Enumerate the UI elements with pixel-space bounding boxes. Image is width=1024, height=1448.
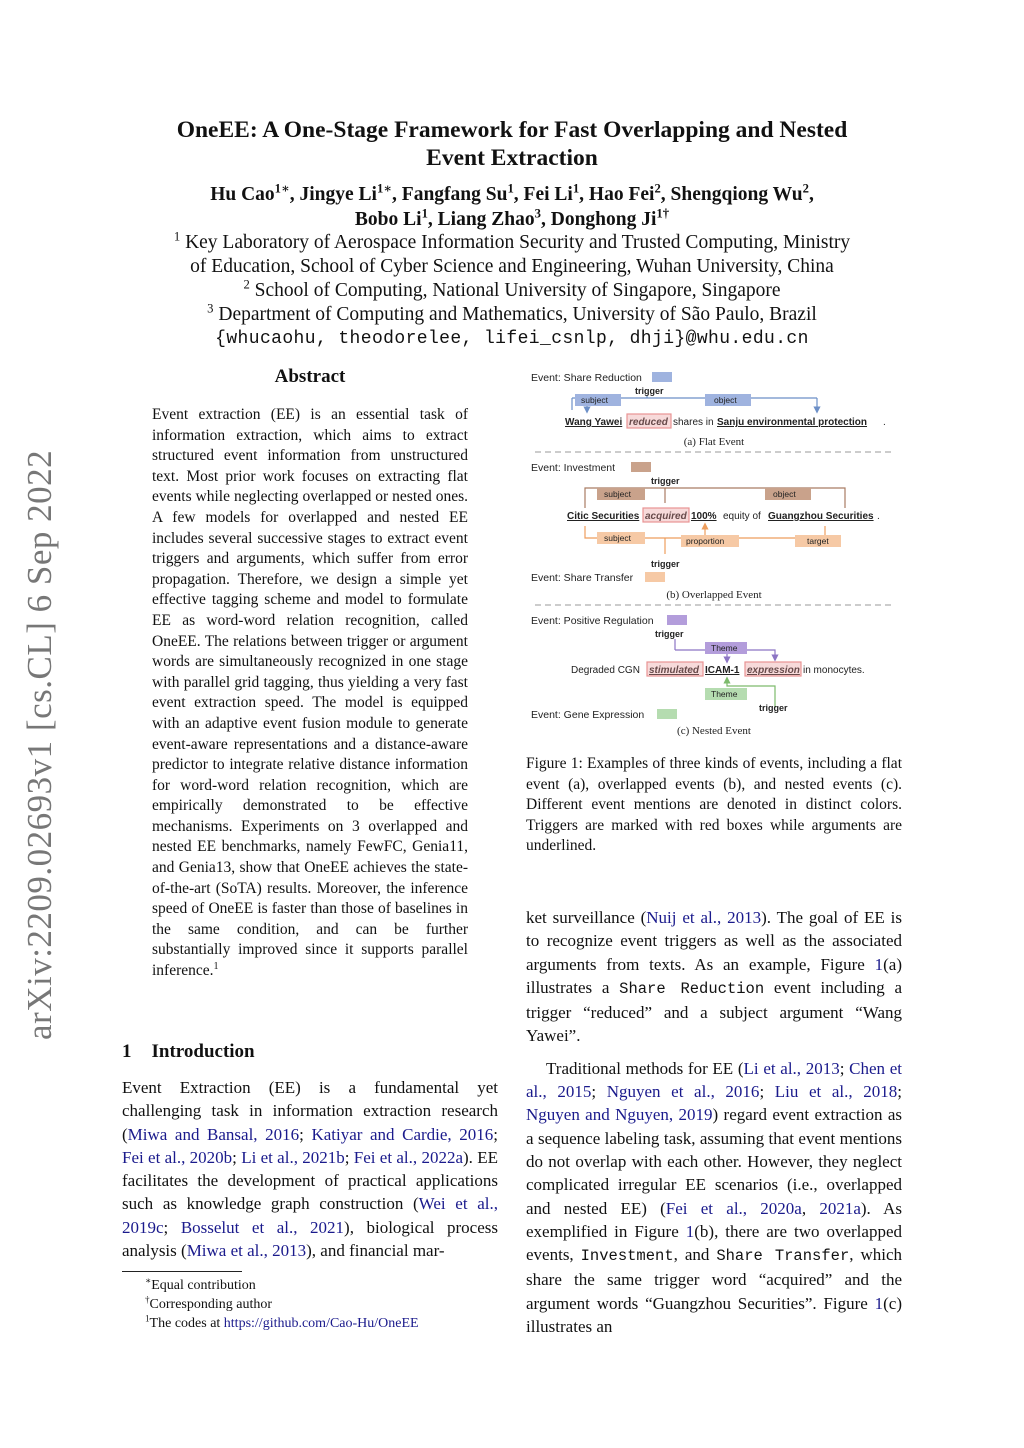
paragraph: [526, 1057, 902, 1339]
text-run: ), and financial mar-: [306, 1241, 445, 1261]
fig-b-subject-bottom-label: subject: [604, 533, 631, 543]
affiliation-text: Department of Computing and Mathematics, University of São Paulo, Brazil: [218, 304, 817, 325]
arxiv-stamp: arXiv:2209.02693v1 [cs.CL] 6 Sep 2022: [20, 449, 59, 1040]
text-run: ;: [839, 1058, 850, 1078]
paper-title: [110, 116, 914, 172]
text-run: , and: [673, 1245, 717, 1265]
author: Shengqiong Wu: [670, 184, 803, 205]
fig-a-event-label: Event: Share Reduction: [531, 372, 642, 384]
fig-a-token: .: [883, 417, 886, 428]
citation-link[interactable]: Fei et al., 2022a: [353, 1147, 463, 1167]
text-run: ;: [591, 1082, 607, 1102]
abstract-text: [152, 405, 468, 982]
author-line-2: Bobo Li$^1$, Liang Zhao$^3$, Donghong $Ji^{1\dagger}$: [354, 206, 670, 230]
fig-c-color-swatch-1: [667, 615, 687, 625]
citation-link[interactable]: Katiyar and Cardie, 2016: [311, 1124, 494, 1144]
fig-c-caption: (c) Nested Event: [677, 725, 751, 737]
footnote-rule: [122, 1271, 242, 1272]
citation-link[interactable]: Miwa et al., 2013: [186, 1241, 307, 1261]
fig-b-trigger-top-label: trigger: [651, 476, 680, 486]
fig-a-trigger-token: reduced: [629, 417, 668, 428]
section-number: 1: [122, 1041, 132, 1062]
text-run: ;: [299, 1124, 312, 1144]
citation-link[interactable]: Nguyen et al., 2016: [606, 1082, 760, 1102]
footnote-mark: 1: [145, 1313, 150, 1324]
fig-b-token: Citic Securities: [567, 511, 640, 522]
author-mark: 2: [654, 181, 661, 196]
citation-link[interactable]: Chen et al., 2015: [526, 1058, 902, 1102]
abstract-paragraph: Event extraction (EE) is an essential task of information extraction, which aims to extract structured event information from unstructured text. Most prior work focuses on extracting flat events while neglecting overlapped or nested ones. A few models for overlapped and nested EE includes several successive stages to extract event triggers and arguments, which suffer from error propagation. Therefore, we design a simple yet effective tagging scheme and model to formulate EE as word-word relation recognition, called OneEE. The relations between trigger or argument words are simultaneously recognized in one stage with parallel grid tagging, thus yielding a very fast event extraction speed. The model is equipped with an adaptive event fusion module to generate event-aware representations and a distance-aware predictor to integrate relative distance information for word-word relation recognition, which are empirically demonstrated to be effective mechanisms. Experiments on 3 overlapped and nested EE benchmarks, namely FewFC, Genia11, and Genia13, show that OneEE achieves the state-of-the-art (SoTA) results. Moreover, the inference speed of OneEE is faster than those of baselines in the same condition, and can be further substantially improved since it supports parallel inference.: [152, 406, 468, 980]
fig-c-trigger-token: stimulated: [649, 665, 700, 676]
affiliation-mark: 2: [243, 277, 250, 292]
event-type-name: Investment: [580, 1247, 674, 1266]
fig-b-trigger-token: acquired: [645, 511, 687, 522]
figure-ref-link[interactable]: 1: [874, 1293, 884, 1313]
fig-a-caption: (a) Flat Event: [683, 436, 745, 448]
figure-1-diagram: [525, 368, 903, 740]
footnote-3: [145, 1314, 525, 1333]
figure-1: [525, 368, 903, 740]
author-mark: 1: [572, 181, 580, 196]
fig-b-token: .: [877, 511, 880, 522]
right-column-body: [526, 906, 902, 1338]
author: Hao Fei: [588, 184, 655, 205]
affiliation-mark: 3: [207, 301, 214, 316]
paragraph: [526, 906, 902, 1048]
author-emails: {whucaohu, theodorelee, lifei_csnlp, dhji}@whu.edu.cn: [215, 329, 809, 349]
fig-b-caption: (b) Overlapped Event: [666, 589, 762, 601]
text-run: ). The goal of EE is to recognize event triggers as well as the associated arguments from texts. As an example, Figure: [526, 908, 902, 974]
fig-c-token: in monocytes.: [803, 665, 865, 676]
fig-c-trigger-token: expression: [747, 665, 800, 676]
author-mark: 1: [421, 206, 428, 221]
footnotes: [145, 1276, 525, 1333]
fig-a-token: Wang Yawei: [565, 417, 623, 428]
author-list: [110, 182, 914, 232]
author-line-1: Hu Cao$^{1∗}$, Jingye $Li^{1∗}$, Fangfang Su$^1$, Fei Li$^1$, Hao Fei$^2$, Shengqiong Wu$^2$,: [210, 181, 814, 205]
citation-link[interactable]: Wei et al., 2019c: [122, 1194, 498, 1237]
text-run: Traditional methods for EE (: [546, 1058, 744, 1078]
fig-b-trigger-bottom-label: trigger: [651, 559, 680, 569]
fig-b-color-swatch-1: [631, 462, 651, 472]
footnote-ref[interactable]: 1: [213, 960, 219, 972]
text-run: (b), there are two overlapped events,: [526, 1221, 902, 1265]
affiliations: [110, 231, 914, 351]
author-mark: 1∗: [274, 181, 290, 196]
citation-link[interactable]: Liu et al., 2018: [774, 1082, 898, 1102]
fig-c-theme-top-label: Theme: [711, 643, 738, 653]
affiliation-2: [110, 279, 914, 303]
affiliation-mark: 1: [173, 229, 181, 244]
affiliation-1: [110, 231, 914, 255]
fig-b-trigger-box: [643, 508, 689, 522]
citation-link[interactable]: Li et al., 2013: [743, 1058, 840, 1078]
text-run: ) regard event extraction as a sequence labeling task, assuming that event mentions do not overlap with each other. However, they neglect complicated irregular EE scenarios (i.e., overlapped and nested EE) (: [526, 1105, 902, 1218]
footnote-text: The codes at: [149, 1316, 224, 1331]
footnote-text: Equal contribution: [151, 1278, 256, 1293]
text-run: ket surveillance (: [526, 908, 647, 927]
text-run: (c) illustrates an: [526, 1293, 902, 1337]
author: Jingye Li: [299, 184, 377, 205]
affiliation-text: School of Computing, National University of Singapore, Singapore: [254, 280, 781, 301]
fig-c-event2-label: Event: Gene Expression: [531, 709, 645, 721]
figure-1-caption: Figure 1: Examples of three kinds of events, including a flat event (a), overlapped events (b), and nested events (c). Different event mentions are denoted in distinct colors. Triggers are marked with red boxes while arguments are underlined.: [526, 755, 902, 855]
fig-b-event2-label: Event: Share Transfer: [531, 572, 634, 584]
affiliation-1-cont: of Education, School of Cyber Science and Engineering, Wuhan University, China: [190, 256, 834, 277]
text-run: ,: [801, 1198, 820, 1218]
fig-c-theme-bottom-label: Theme: [711, 689, 738, 699]
author: Fei Li: [523, 184, 573, 205]
fig-b-target-label: target: [807, 536, 829, 546]
author: Bobo Li: [354, 209, 422, 230]
author: Hu Cao: [210, 184, 275, 205]
citation-link[interactable]: Nuij et al., 2013: [646, 908, 762, 927]
text-run: ;: [897, 1082, 902, 1102]
fig-a-token: shares in: [673, 417, 714, 428]
fig-c-trigger-bottom-label: trigger: [759, 703, 788, 713]
fig-b-object-top-label: object: [773, 489, 796, 499]
text-run: , which share the same trigger word “acquired” and the argument words “Guangzhou Securities”. Figure: [526, 1245, 902, 1313]
fig-c-trigger-top-label: trigger: [655, 629, 684, 639]
text-run: ), biological process analysis (: [122, 1217, 498, 1261]
fig-a-trigger-label: trigger: [635, 386, 664, 396]
section-heading-introduction: [122, 1041, 255, 1063]
text-run: event including a trigger “reduced” and a subject argument “Wang Yawei”.: [526, 977, 902, 1046]
intro-paragraph: [122, 1076, 498, 1262]
fig-a-sentence: [565, 417, 886, 428]
citation-link[interactable]: Bosselut et al., 2021: [180, 1217, 345, 1237]
fig-b-token: 100%: [691, 511, 717, 522]
fig-c-trigger-box-1: [647, 662, 703, 676]
fig-c-trigger-box-2: [745, 662, 801, 676]
citation-link[interactable]: Miwa and Bansal, 2016: [127, 1124, 300, 1144]
text-run: ;: [163, 1217, 181, 1237]
text-run: ;: [493, 1124, 498, 1144]
fig-b-subject-top-label: subject: [604, 489, 631, 499]
footnote-mark: ∗: [145, 1275, 152, 1286]
fig-b-token: equity of: [723, 511, 761, 522]
title-line-2: Event Extraction: [426, 145, 598, 171]
figure-ref-link[interactable]: 1: [685, 1221, 695, 1241]
author: Liang Zhao: [437, 209, 535, 230]
text-run: Event Extraction (EE) is a fundamental yet challenging task in information extraction research (: [122, 1078, 498, 1144]
fig-b-proportion-label: proportion: [686, 536, 725, 546]
text-run: ;: [344, 1147, 354, 1167]
footnote-mark: †: [145, 1294, 150, 1305]
event-type-name: Share Transfer: [716, 1247, 850, 1266]
author-mark: 2: [802, 181, 809, 196]
author-mark: 1†: [656, 206, 670, 221]
fig-b-token: Guangzhou Securities: [768, 511, 874, 522]
section-title: Introduction: [151, 1041, 255, 1062]
fig-a-token: Sanju environmental protection: [717, 417, 868, 428]
affiliation-3: [110, 303, 914, 327]
citation-link[interactable]: 2021a: [819, 1198, 861, 1218]
footnote-text: Corresponding author: [149, 1297, 273, 1312]
fig-c-token: Degraded CGN: [571, 665, 640, 676]
event-type-name: Share Reduction: [619, 979, 765, 998]
fig-c-event1-label: Event: Positive Regulation: [531, 615, 654, 627]
citation-link[interactable]: Fei et al., 2020b: [122, 1147, 233, 1167]
author-mark: 1: [507, 181, 514, 196]
fig-c-token: ICAM-1: [705, 665, 740, 676]
footnote-2: [145, 1295, 525, 1314]
fig-c-sentence: [571, 665, 865, 676]
text-run: ). EE facilitates the development of practical applications such as knowledge graph construction (: [122, 1147, 498, 1214]
title-line-1: OneEE: A One-Stage Framework for Fast Overlapping and Nested: [176, 117, 848, 143]
author: Fangfang Su: [401, 184, 508, 205]
fig-a-subject-label: subject: [581, 395, 608, 405]
citation-link[interactable]: Li et al., 2021b: [241, 1147, 345, 1167]
fig-b-sentence: [567, 511, 880, 522]
code-url-link[interactable]: https://github.com/Cao-Hu/OneEE: [223, 1316, 419, 1331]
fig-c-color-swatch-2: [657, 709, 677, 719]
figure-ref-link[interactable]: 1: [874, 954, 884, 974]
text-run: (a) illustrates a: [526, 954, 902, 997]
affiliation-text: Key Laboratory of Aerospace Information Security and Trusted Computing, Ministry: [185, 232, 851, 253]
text-run: ;: [232, 1147, 242, 1167]
fig-a-color-swatch: [652, 372, 672, 382]
text-run: ). As exemplified in Figure: [526, 1198, 902, 1241]
fig-b-event1-label: Event: Investment: [531, 462, 616, 474]
text-run: ;: [759, 1082, 775, 1102]
author: Donghong Ji: [550, 209, 657, 230]
citation-link[interactable]: Nguyen and Nguyen, 2019: [526, 1105, 713, 1125]
abstract-heading: Abstract: [274, 366, 346, 387]
author-mark: 3: [534, 206, 541, 221]
citation-link[interactable]: Fei et al., 2020a: [665, 1198, 802, 1218]
fig-b-color-swatch-2: [645, 572, 665, 582]
footnote-1: [145, 1276, 525, 1295]
fig-a-object-label: object: [714, 395, 737, 405]
author-mark: 1∗: [376, 181, 393, 196]
